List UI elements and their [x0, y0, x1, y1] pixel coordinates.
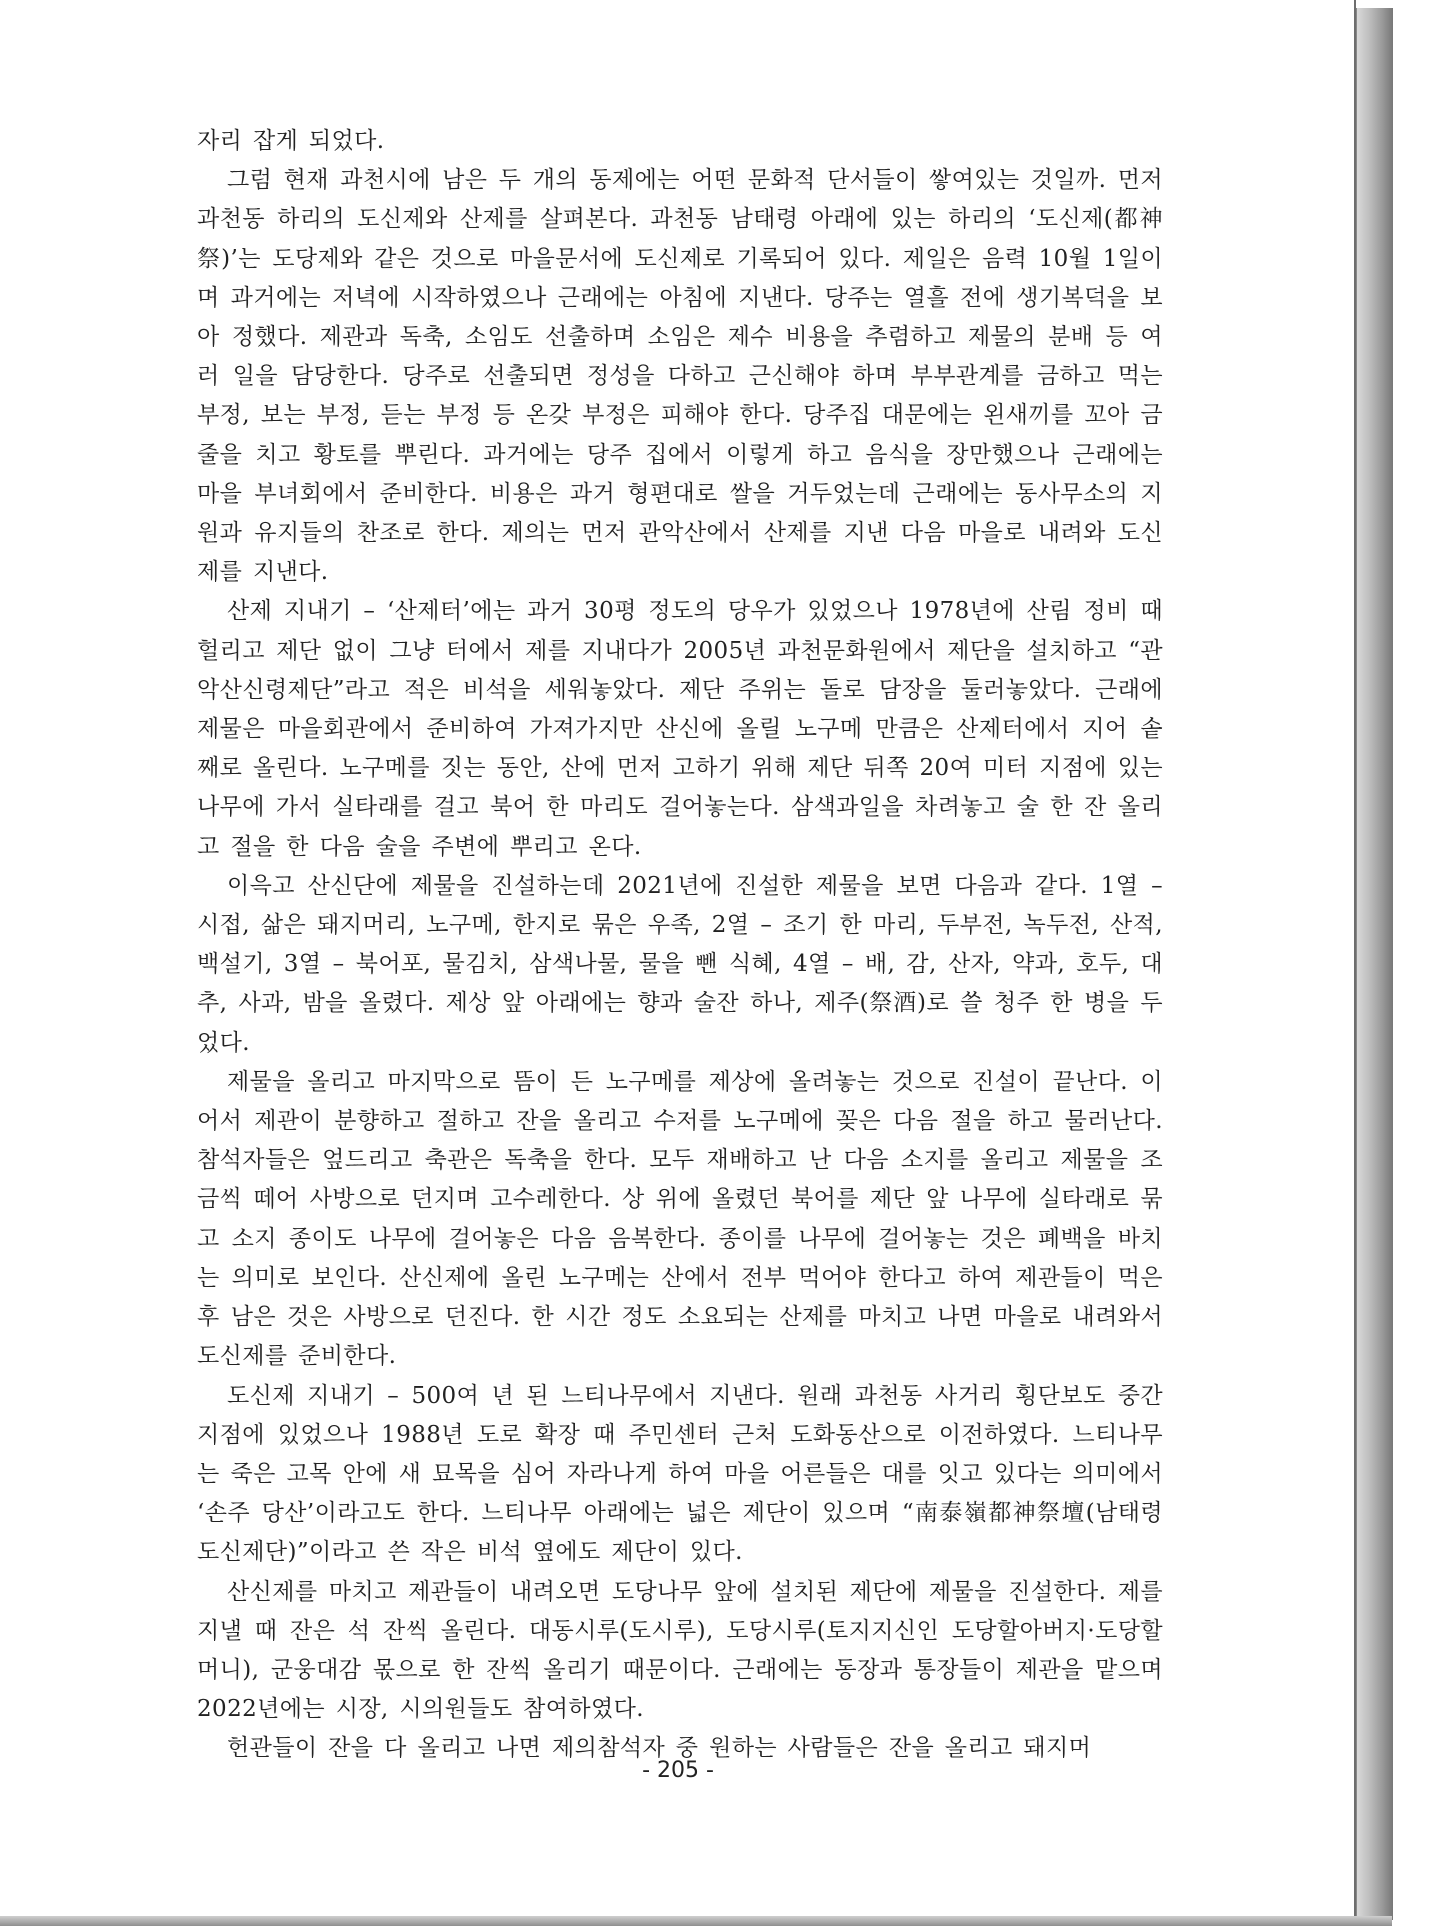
page-number: - 205 - [642, 1758, 714, 1783]
paragraph-4: 이윽고 산신단에 제물을 진설하는데 2021년에 진설한 제물을 보면 다음과 같다. 1열 – 시접, 삶은 돼지머리, 노구메, 한지로 묶은 우족, 2열 – 조기 한 마리, 두부전, 녹두전, 산적, 백설기, 3열 – 북어포, 물김치, 삼색나물, 물을 뺀 식혜, 4열 – 배, 감, 산자, 약과, 호두, 대추, 사과, 밤을 올렸다. 제상 앞 아래에는 향과 술잔 하나, 제주(祭酒)로 쓸 청주 한 병을 두었다. [197, 872, 1163, 1056]
body-text [197, 122, 1163, 1769]
paragraph-3: 산제 지내기 – ‘산제터’에는 과거 30평 정도의 당우가 있었으나 1978년에 산림 정비 때 헐리고 제단 없이 그냥 터에서 제를 지내다가 2005년 과천문화원에서 제단을 설치하고 “관악산신령제단”라고 적은 비석을 세워놓았다. 제단 주위는 돌로 담장을 둘러놓았다. 근래에 제물은 마을회관에서 준비하여 가져가지만 산신에 올릴 노구메 만큼은 산제터에서 지어 솥째로 올린다. 노구메를 짓는 동안, 산에 먼저 고하기 위해 제단 뒤쪽 20여 미터 지점에 있는 나무에 가서 실타래를 걸고 북어 한 마리도 걸어놓는다. 삼색과일을 차려놓고 술 한 잔 올리고 절을 한 다음 술을 주변에 뿌리고 온다. [197, 598, 1163, 860]
paragraph-7: 산신제를 마치고 제관들이 내려오면 도당나무 앞에 설치된 제단에 제물을 진설한다. 제를 지낼 때 잔은 석 잔씩 올린다. 대동시루(도시루), 도당시루(토지지신인 도당할아버지·도당할머니), 군웅대감 몫으로 한 잔씩 올리기 때문이다. 근래에는 동장과 통장들이 제관을 맡으며 2022년에는 시장, 시의원들도 참여하였다. [197, 1578, 1163, 1723]
paragraph-1: 자리 잡게 되었다. [197, 128, 385, 154]
paragraph-2: 그럼 현재 과천시에 남은 두 개의 동제에는 어떤 문화적 단서들이 쌓여있는 것일까. 먼저 과천동 하리의 도신제와 산제를 살펴본다. 과천동 남태령 아래에 있는 하리의 ‘도신제(都神祭)’는 도당제와 같은 것으로 마을문서에 도신제로 기록되어 있다. 제일은 음력 10월 1일이며 과거에는 저녁에 시작하였으나 근래에는 아침에 지낸다. 당주는 열흘 전에 생기복덕을 보아 정했다. 제관과 독축, 소임도 선출하며 소임은 제수 비용을 추렴하고 제물의 분배 등 여러 일을 담당한다. 당주로 선출되면 정성을 다하고 근신해야 하며 부부관계를 금하고 먹는 부정, 보는 부정, 듣는 부정 등 온갖 부정은 피해야 한다. 당주집 대문에는 왼새끼를 꼬아 금줄을 치고 황토를 뿌린다. 과거에는 당주 집에서 이렇게 하고 음식을 장만했으나 근래에는 마을 부녀회에서 준비한다. 비용은 과거 형편대로 쌀을 거두었는데 근래에는 동사무소의 지원과 유지들의 찬조로 한다. 제의는 먼저 관악산에서 산제를 지낸 다음 마을로 내려와 도신제를 지낸다. [197, 167, 1163, 586]
paragraph-6: 도신제 지내기 – 500여 년 된 느티나무에서 지낸다. 원래 과천동 사거리 횡단보도 중간 지점에 있었으나 1988년 도로 확장 때 주민센터 근처 도화동산으로 이전하였다. 느티나무는 죽은 고목 안에 새 묘목을 심어 자라나게 하여 마을 어른들은 대를 잇고 있다는 의미에서 ‘손주 당산’이라고도 한다. 느티나무 아래에는 넓은 제단이 있으며 “南泰嶺都神祭壇(남태령도신제단)”이라고 쓴 작은 비석 옆에도 제단이 있다. [197, 1382, 1163, 1566]
page-stack-edge-bottom [0, 1916, 1392, 1926]
page-stack-edge-right [1356, 8, 1393, 1920]
paragraph-8: 헌관들이 잔을 다 올리고 나면 제의참석자 중 원하는 사람들은 잔을 올리고 돼지머 [227, 1735, 1092, 1762]
paragraph-5: 제물을 올리고 마지막으로 뜸이 든 노구메를 제상에 올려놓는 것으로 진설이 끝난다. 이어서 제관이 분향하고 절하고 잔을 올리고 수저를 노구메에 꽂은 다음 절을 하고 물러난다. 참석자들은 엎드리고 축관은 독축을 한다. 모두 재배하고 난 다음 소지를 올리고 제물을 조금씩 떼어 사방으로 던지며 고수레한다. 상 위에 올렸던 북어를 제단 앞 나무에 실타래로 묶고 소지 종이도 나무에 걸어놓은 다음 음복한다. 종이를 나무에 걸어놓는 것은 폐백을 바치는 의미로 보인다. 산신제에 올린 노구메는 산에서 전부 먹어야 한다고 하여 제관들이 먹은 후 남은 것은 사방으로 던진다. 한 시간 정도 소요되는 산제를 마치고 나면 마을로 내려와서 도신제를 준비한다. [197, 1068, 1163, 1370]
